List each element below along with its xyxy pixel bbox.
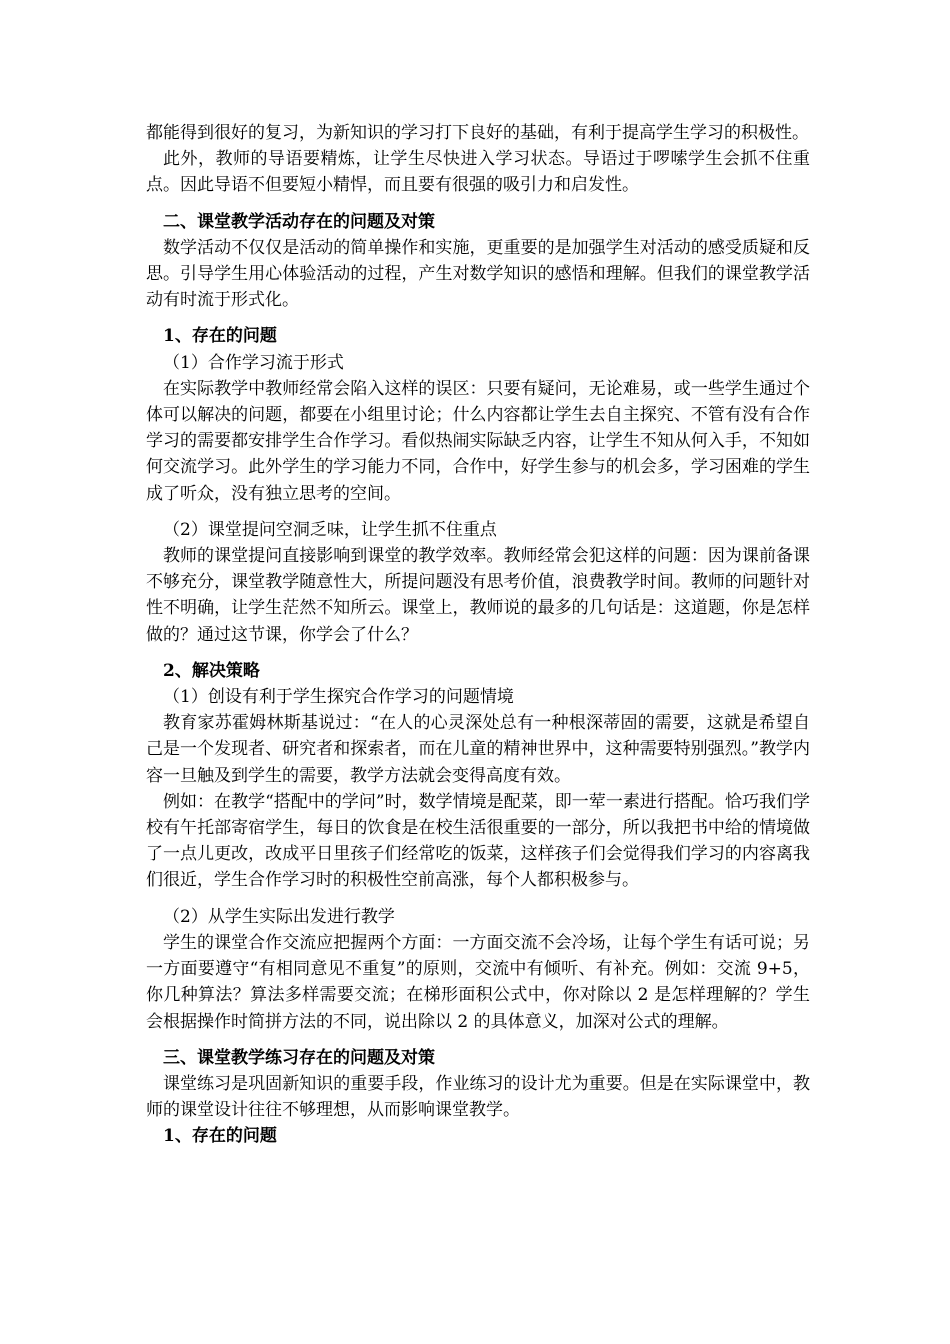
subheading: （1）创设有利于学生探究合作学习的问题情境 xyxy=(163,687,514,708)
paragraph: 在实际教学中教师经常会陷入这样的误区：只要有疑问，无论难易，或一些学生通过个体可以解决的问题，都要在小组里讨论；什么内容都让学生去自主探究、不管有没有合作学习的需要都安排学生合作学习。看似热闹实际缺乏内容，让学生不知从何入手，不知如何交流学习。此外学生的学习能力不同，合作中，好学生参与的机会多，学习困难的学生成了听众，没有独立思考的空间。 xyxy=(146,378,810,504)
paragraph: 课堂练习是巩固新知识的重要手段，作业练习的设计尤为重要。但是在实际课堂中，教师的课堂设计往往不够理想，从而影响课堂教学。 xyxy=(146,1073,810,1121)
section-heading: 二、课堂教学活动存在的问题及对策 xyxy=(163,211,435,232)
paragraph: 学生的课堂合作交流应把握两个方面：一方面交流不会冷场，让每个学生有话可说；另一方面要遵守“有相同意见不重复”的原则，交流中有倾听、有补充。例如：交流 9+5，你几种算法？算法多样需要交流；在梯形面积公式中，你对除以 2 是怎样理解的？学生会根据操作时简拼方法的不同，说出除以 2 的具体意义，加深对公式的理解。 xyxy=(146,932,810,1032)
subheading: （2）从学生实际出发进行教学 xyxy=(163,906,395,927)
paragraph: 数学活动不仅仅是活动的简单操作和实施，更重要的是加强学生对活动的感受质疑和反思。引导学生用心体验活动的过程，产生对数学知识的感悟和理解。但我们的课堂教学活动有时流于形式化。 xyxy=(146,237,810,311)
section-heading: 三、课堂教学练习存在的问题及对策 xyxy=(163,1047,435,1068)
document-body xyxy=(146,120,810,1150)
subsection-heading: 1、存在的问题 xyxy=(163,326,277,347)
paragraph: 教师的课堂提问直接影响到课堂的教学效率。教师经常会犯这样的问题：因为课前备课不够充分，课堂教学随意性大，所提问题没有思考价值，浪费教学时间。教师的问题针对性不明确，让学生茫然不知所云。课堂上，教师说的最多的几句话是：这道题，你是怎样做的？通过这节课，你学会了什么？ xyxy=(146,546,810,645)
paragraph: 此外，教师的导语要精炼，让学生尽快进入学习状态。导语过于啰嗦学生会抓不住重点。因此导语不但要短小精悍，而且要有很强的吸引力和启发性。 xyxy=(146,149,810,196)
paragraph: 例如：在教学“搭配中的学问”时，数学情境是配菜，即一荤一素进行搭配。恰巧我们学校有午托部寄宿学生，每日的饮食是在校生活很重要的一部分，所以我把书中给的情境做了一点儿更改，改成平日里孩子们经常吃的饭菜，这样孩子们会觉得我们学习的内容离我们很近，学生合作学习时的积极性空前高涨，每个人都积极参与。 xyxy=(146,791,810,891)
subsection-heading: 1、存在的问题 xyxy=(163,1126,277,1147)
subheading: （1）合作学习流于形式 xyxy=(163,352,344,373)
paragraph: 都能得到很好的复习，为新知识的学习打下良好的基础，有利于提高学生学习的积极性。 xyxy=(146,123,809,143)
subheading: （2）课堂提问空洞乏味，让学生抓不住重点 xyxy=(163,519,497,540)
paragraph: 教育家苏霍姆林斯基说过：“在人的心灵深处总有一种根深蒂固的需要，这就是希望自己是一个发现者、研究者和探索者，而在儿童的精神世界中，这种需要特别强烈。”教学内容一旦触及到学生的需要，教学方法就会变得高度有效。 xyxy=(146,713,810,786)
subsection-heading: 2、解决策略 xyxy=(163,660,260,681)
